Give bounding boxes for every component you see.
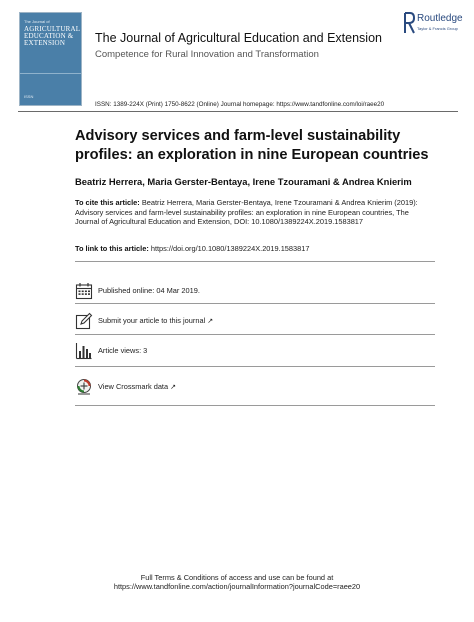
published-online-row xyxy=(75,282,435,310)
external-link-icon: ↗ xyxy=(170,384,176,391)
publisher-tagline: Taylor & Francis Group xyxy=(417,26,458,31)
link-label: To link to this article: xyxy=(75,244,149,253)
submit-article-text: Submit your article to this journal xyxy=(98,316,206,325)
submit-article-link[interactable] xyxy=(98,316,213,325)
header-divider xyxy=(18,111,458,112)
external-link-icon: ↗ xyxy=(207,318,214,325)
journal-cover-thumbnail[interactable] xyxy=(19,12,82,106)
calendar-icon xyxy=(75,282,93,300)
crossmark-row[interactable] xyxy=(75,378,435,406)
edit-icon xyxy=(75,312,93,330)
section-divider xyxy=(75,261,435,262)
footer-terms xyxy=(0,573,474,592)
routledge-logo-icon xyxy=(403,12,415,34)
row-divider xyxy=(75,334,435,335)
crossmark-text: View Crossmark data xyxy=(98,382,169,391)
article-views-text: Article views: 3 xyxy=(98,346,148,355)
citation-label: To cite this article: xyxy=(75,198,140,207)
submit-article-row[interactable] xyxy=(75,312,435,340)
journal-title: The Journal of Agricultural Education and Extension xyxy=(95,31,382,45)
published-online-text: Published online: 04 Mar 2019. xyxy=(98,286,200,295)
issn-line[interactable]: ISSN: 1389-224X (Print) 1750-8622 (Online) Journal homepage: https://www.tandfonline.com/loi/raee20 xyxy=(95,101,385,108)
article-link-block xyxy=(75,244,309,253)
article-authors: Beatriz Herrera, Maria Gerster-Bentaya, Irene Tzouramani & Andrea Knierim xyxy=(75,176,412,187)
bar-chart-icon xyxy=(75,342,93,360)
cover-divider xyxy=(20,73,81,74)
doi-link[interactable]: https://doi.org/10.1080/1389224X.2019.1583817 xyxy=(150,244,310,253)
row-divider xyxy=(75,366,435,367)
publisher-logo[interactable] xyxy=(403,12,467,40)
crossmark-icon xyxy=(75,378,93,396)
publisher-name: Routledge xyxy=(417,13,463,24)
crossmark-link[interactable] xyxy=(98,382,176,391)
row-divider xyxy=(75,303,435,304)
article-title: Advisory services and farm-level sustainability profiles: an exploration in nine European countries xyxy=(75,128,429,163)
footer-terms-link[interactable]: https://www.tandfonline.com/action/journalInformation?journalCode=raee20 xyxy=(113,582,361,592)
footer-line-1: Full Terms & Conditions of access and use can be found at xyxy=(140,573,334,582)
citation-text: Beatriz Herrera, Maria Gerster-Bentaya, Irene Tzouramani & Andrea Knierim (2019): Advisory services and farm-level sustainability profiles: an exploration in nine European countries, The Journal of Agricultural Education and Extension, DOI: 10.1080/1389224X.2019.1583817 xyxy=(75,198,418,227)
row-divider xyxy=(75,405,435,406)
cover-title: AGRICULTURAL EDUCATION & EXTENSION xyxy=(24,25,80,47)
cover-foot-text: ISSN xyxy=(24,94,34,99)
citation-block xyxy=(75,198,435,227)
cover-top-text: The Journal of xyxy=(24,19,50,24)
journal-subtitle: Competence for Rural Innovation and Transformation xyxy=(95,49,319,60)
